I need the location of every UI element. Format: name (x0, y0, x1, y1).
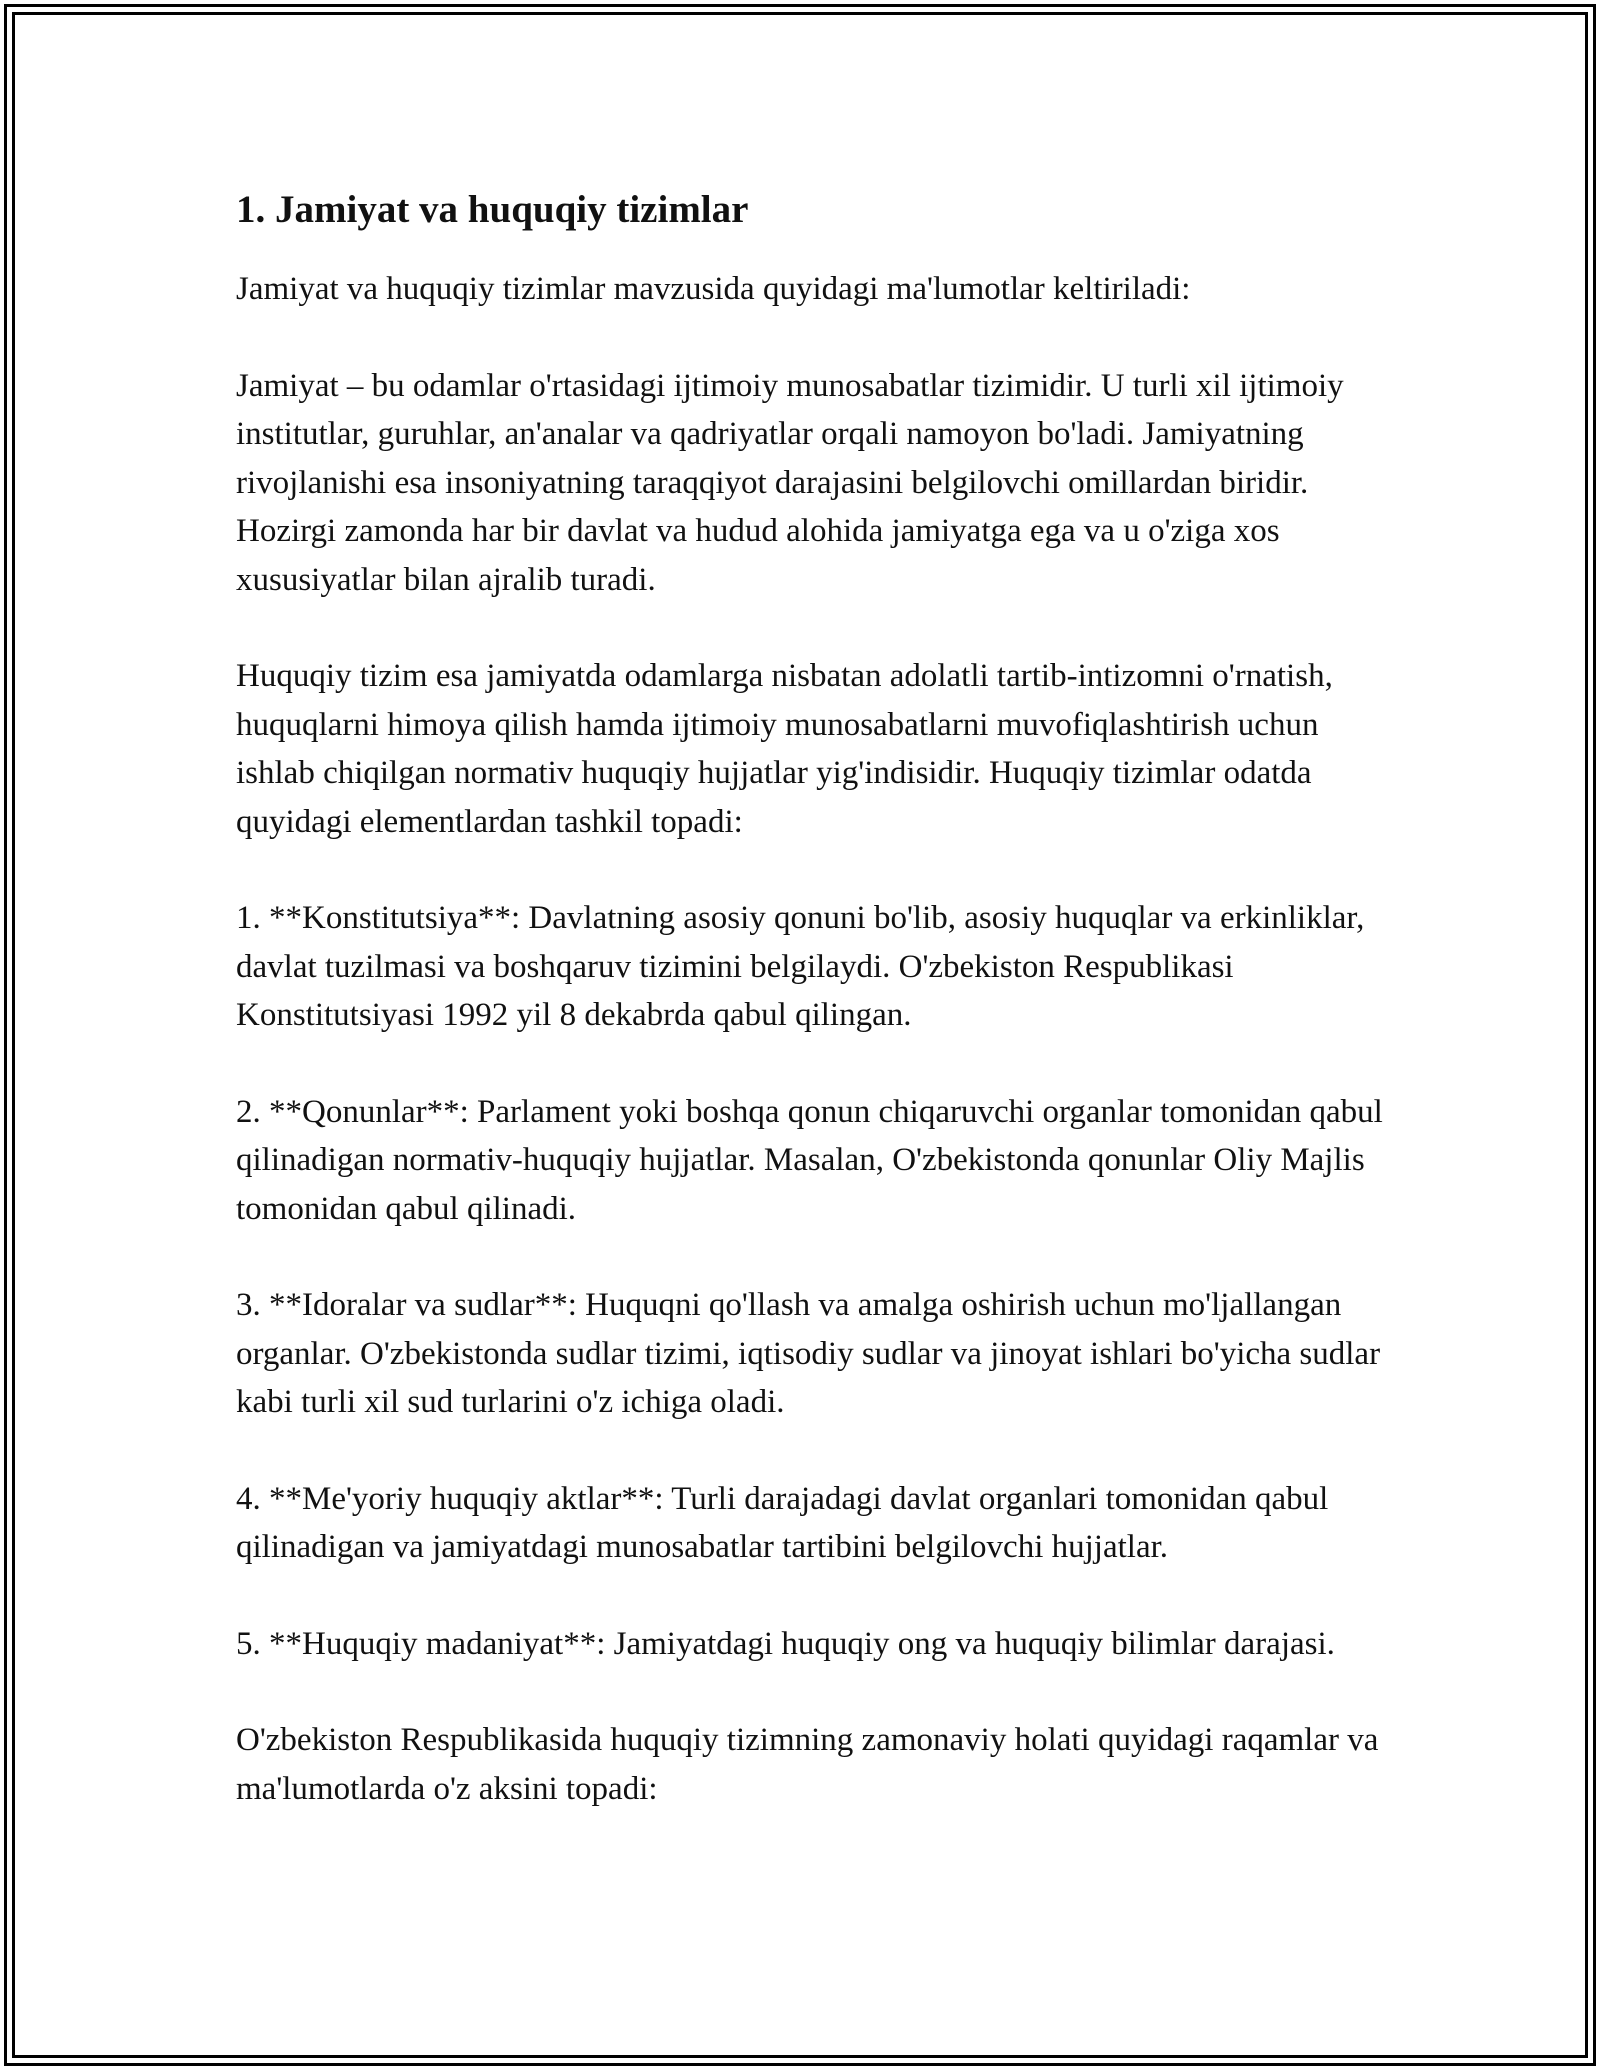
list-item-constitution: 1. **Konstitutsiya**: Davlatning asosiy qonuni bo'lib, asosiy huquqlar va erkinliklar, davlat tuzilmasi va boshqaruv tizimini belgilaydi. O'zbekiston Respublikasi Konstitutsiyasi 1992 yil 8 dekabrda qabul qilingan. (236, 900, 1365, 1033)
legal-system-paragraph: Huquqiy tizim esa jamiyatda odamlarga nisbatan adolatli tartib-intizomni o'rnatish, huquqlarni himoya qilish hamda ijtimoiy munosabatlarni muvofiqlashtirish uchun ishlab chiqilgan normativ huquqiy hujjatlar yig'indisidir. Huquqiy tizimlar odatda quyidagi elementlardan tashkil topadi: (236, 658, 1333, 840)
intro-paragraph: Jamiyat va huquqiy tizimlar mavzusida quyidagi ma'lumotlar keltiriladi: (236, 271, 1191, 307)
closing-paragraph: O'zbekiston Respublikasida huquqiy tizimning zamonaviy holati quyidagi raqamlar va ma'lumotlarda o'z aksini topadi: (236, 1722, 1379, 1807)
list-item-legal-culture: 5. **Huquqiy madaniyat**: Jamiyatdagi huquqiy ong va huquqiy bilimlar darajasi. (236, 1625, 1335, 1662)
list-item-laws: 2. **Qonunlar**: Parlament yoki boshqa qonun chiqaruvchi organlar tomonidan qabul qilinadigan normativ-huquqiy hujjatlar. Masalan, O'zbekistonda qonunlar Oliy Majlis tomonidan qabul qilinadi. (236, 1093, 1383, 1227)
society-paragraph: Jamiyat – bu odamlar o'rtasidagi ijtimoiy munosabatlar tizimidir. U turli xil ijtimoiy institutlar, guruhlar, an'analar va qadriyatlar orqali namoyon bo'ladi. Jamiyatning rivojlanishi esa insoniyatning taraqqiyot darajasini belgilovchi omillardan biridir. Hozirgi zamonda har bir davlat va hudud alohida jamiyatga ega va u o'ziga xos xususiyatlar bilan ajralib turadi. (236, 367, 1344, 598)
list-item-courts: 3. **Idoralar va sudlar**: Huquqni qo'llash va amalga oshirish uchun mo'ljallangan organlar. O'zbekistonda sudlar tizimi, iqtisodiy sudlar va jinoyat ishlari bo'yicha sudlar kabi turli xil sud turlarini o'z ichiga oladi. (236, 1287, 1381, 1420)
section-heading: 1. Jamiyat va huquqiy tizimlar (236, 188, 749, 231)
list-item-normative-acts: 4. **Me'yoriy huquqiy aktlar**: Turli darajadagi davlat organlari tomonidan qabul qilinadigan va jamiyatdagi munosabatlar tartibini belgilovchi hujjatlar. (236, 1480, 1329, 1565)
document-body (236, 185, 1386, 1861)
